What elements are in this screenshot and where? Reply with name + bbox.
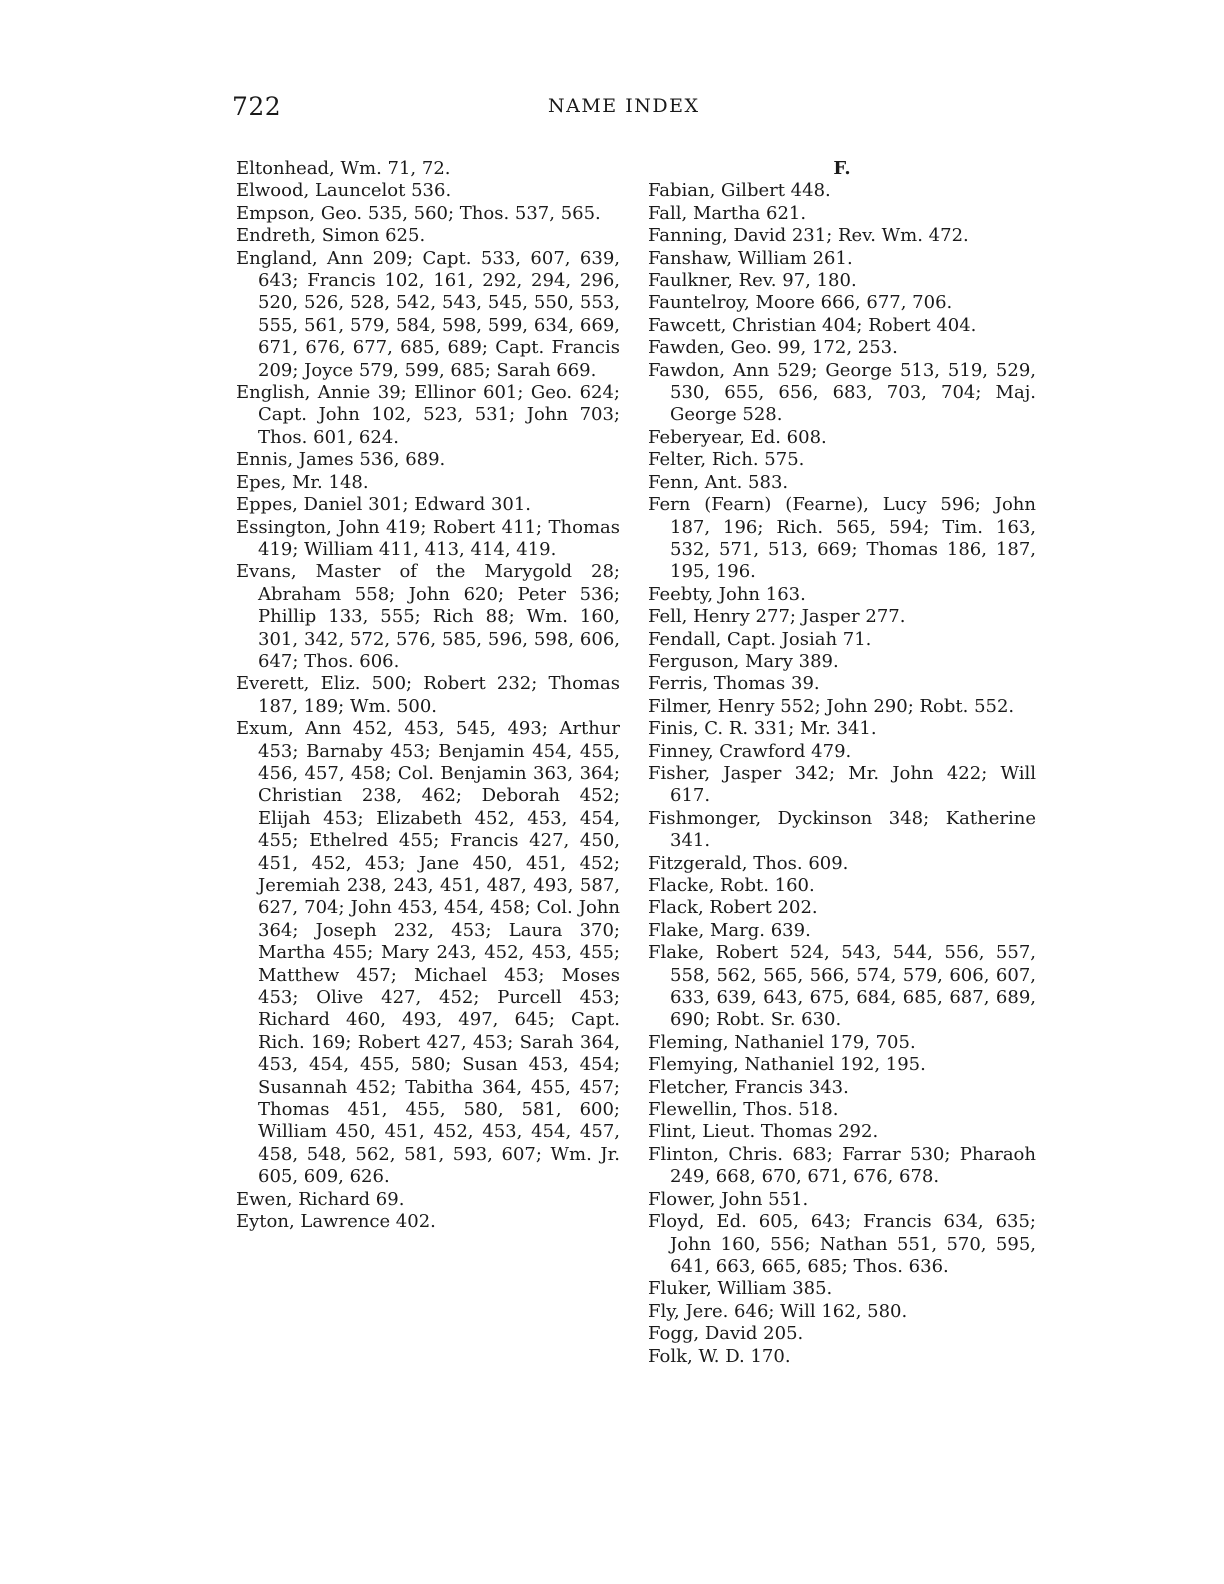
- index-entry-ferguson: Ferguson, Mary 389.: [648, 650, 839, 672]
- index-entry-flake-marg: Flake, Marg. 639.: [648, 919, 811, 941]
- index-entry-epes: Epes, Mr. 148.: [236, 471, 369, 493]
- index-entry-fly: Fly, Jere. 646; Will 162, 580.: [648, 1300, 908, 1322]
- index-entry-essington: Essington, John 419; Robert 411; Thomas 419; William 411, 413, 414, 419.: [236, 516, 620, 560]
- index-entry-flower: Flower, John 551.: [648, 1188, 809, 1210]
- index-entry-flake-robert: Flake, Robert 524, 543, 544, 556, 557, 558, 562, 565, 566, 574, 579, 606, 607, 633, 639, 643, 675, 684, 685, 687, 689, 690; Robt. Sr. 630.: [648, 942, 1036, 1031]
- section-letter-heading: F.: [833, 158, 851, 179]
- index-entry-fawcett: Fawcett, Christian 404; Robert 404.: [648, 314, 977, 336]
- index-entry-empson: Empson, Geo. 535, 560; Thos. 537, 565.: [236, 202, 601, 224]
- index-entry-fanshaw: Fanshaw, William 261.: [648, 247, 853, 269]
- index-entry-evans: Evans, Master of the Marygold 28; Abraham 558; John 620; Peter 536; Phillip 133, 555; Rich 88; Wm. 160, 301, 342, 572, 576, 585, 596, 598, 606, 647; Thos. 606.: [236, 561, 620, 672]
- index-entry-filmer: Filmer, Henry 552; John 290; Robt. 552.: [648, 695, 1015, 717]
- index-entry-ewen: Ewen, Richard 69.: [236, 1188, 405, 1210]
- index-entry-everett: Everett, Eliz. 500; Robert 232; Thomas 187, 189; Wm. 500.: [236, 673, 620, 717]
- index-entry-ferris: Ferris, Thomas 39.: [648, 673, 820, 695]
- index-entry-eltonhead: Eltonhead, Wm. 71, 72.: [236, 158, 451, 179]
- index-entry-faulkner: Faulkner, Rev. 97, 180.: [648, 270, 857, 292]
- index-entry-ennis: Ennis, James 536, 689.: [236, 449, 446, 471]
- index-entry-fern: Fern (Fearn) (Fearne), Lucy 596; John 187, 196; Rich. 565, 594; Tim. 163, 532, 571, 513, 669; Thomas 186, 187, 195, 196.: [648, 494, 1036, 583]
- index-entry-england: England, Ann 209; Capt. 533, 607, 639, 643; Francis 102, 161, 292, 294, 296, 520, 526, 528, 542, 543, 545, 550, 553, 555, 561, 579, 584, 598, 599, 634, 669, 671, 676, 677, 685, 689; Capt. Francis 209; Joyce 579, 599, 685; Sarah 669.: [236, 247, 620, 381]
- index-entry-fenn: Fenn, Ant. 583.: [648, 471, 789, 493]
- index-entry-finney: Finney, Crawford 479.: [648, 740, 852, 762]
- index-entry-eppes: Eppes, Daniel 301; Edward 301.: [236, 494, 532, 516]
- index-entry-fabian: Fabian, Gilbert 448.: [648, 180, 831, 202]
- index-entry-endreth: Endreth, Simon 625.: [236, 225, 426, 247]
- index-entry-folk: Folk, W. D. 170.: [648, 1345, 791, 1367]
- index-entry-exum: Exum, Ann 452, 453, 545, 493; Arthur 453; Barnaby 453; Benjamin 454, 455, 456, 457, 458; Col. Benjamin 363, 364; Christian 238, 462; Deborah 452; Elijah 453; Elizabeth 452, 453, 454, 455; Ethelred 455; Francis 427, 450, 451, 452, 453; Jane 450, 451, 452; Jeremiah 238, 243, 451, 487, 493, 587, 627, 704; John 453, 454, 458; Col. John 364; Joseph 232, 453; Laura 370; Martha 455; Mary 243, 452, 453, 455; Matthew 457; Michael 453; Moses 453; Olive 427, 452; Purcell 453; Richard 460, 493, 497, 645; Capt. Rich. 169; Robert 427, 453; Sarah 364, 453, 454, 455, 580; Susan 453, 454; Susannah 452; Tabitha 364, 455, 457; Thomas 451, 455, 580, 581, 600; William 450, 451, 452, 453, 454, 457, 458, 548, 562, 581, 593, 607; Wm. Jr. 605, 609, 626.: [236, 718, 620, 1188]
- index-entry-floyd: Floyd, Ed. 605, 643; Francis 634, 635; John 160, 556; Nathan 551, 570, 595, 641, 663, 665, 685; Thos. 636.: [648, 1211, 1036, 1277]
- index-entry-flint: Flint, Lieut. Thomas 292.: [648, 1121, 879, 1143]
- index-entry-flewellin: Flewellin, Thos. 518.: [648, 1099, 839, 1121]
- index-entry-fleming: Fleming, Nathaniel 179, 705.: [648, 1031, 916, 1053]
- index-entry-fogg: Fogg, David 205.: [648, 1323, 804, 1345]
- index-entry-elwood: Elwood, Launcelot 536.: [236, 180, 452, 202]
- index-column-right: [648, 158, 1036, 1368]
- index-entry-flemying: Flemying, Nathaniel 192, 195.: [648, 1054, 926, 1076]
- index-entry-felter: Felter, Rich. 575.: [648, 449, 805, 471]
- index-entry-fletcher: Fletcher, Francis 343.: [648, 1076, 849, 1098]
- index-entry-fawden: Fawden, Geo. 99, 172, 253.: [648, 337, 898, 359]
- index-entry-flinton: Flinton, Chris. 683; Farrar 530; Pharaoh 249, 668, 670, 671, 676, 678.: [648, 1143, 1036, 1188]
- index-entry-fendall: Fendall, Capt. Josiah 71.: [648, 628, 872, 650]
- page-number: 722: [232, 92, 282, 121]
- index-entry-fawdon: Fawdon, Ann 529; George 513, 519, 529, 530, 655, 656, 683, 703, 704; Maj. George 528.: [648, 359, 1036, 426]
- index-entry-english: English, Annie 39; Ellinor 601; Geo. 624; Capt. John 102, 523, 531; John 703; Thos. 601, 624.: [236, 382, 620, 448]
- index-entry-fall: Fall, Martha 621.: [648, 202, 807, 224]
- index-entry-flacke: Flacke, Robt. 160.: [648, 875, 815, 896]
- index-entry-flack: Flack, Robert 202.: [648, 897, 818, 919]
- index-entry-fisher: Fisher, Jasper 342; Mr. John 422; Will 617.: [648, 762, 1036, 807]
- index-entry-finis: Finis, C. R. 331; Mr. 341.: [648, 718, 877, 740]
- index-entry-fishmonger: Fishmonger, Dyckinson 348; Katherine 341.: [648, 807, 1036, 852]
- index-entry-feberyear: Feberyear, Ed. 608.: [648, 426, 827, 448]
- index-entry-feebty: Feebty, John 163.: [648, 583, 806, 605]
- index-entry-fitzgerald: Fitzgerald, Thos. 609.: [648, 852, 849, 874]
- index-entry-fauntelroy: Fauntelroy, Moore 666, 677, 706.: [648, 292, 953, 314]
- index-entry-fanning: Fanning, David 231; Rev. Wm. 472.: [648, 225, 969, 247]
- index-column-left: [236, 158, 620, 1234]
- index-entry-fell: Fell, Henry 277; Jasper 277.: [648, 606, 906, 628]
- running-head-title: NAME INDEX: [548, 95, 700, 117]
- index-entry-fluker: Fluker, William 385.: [648, 1278, 833, 1300]
- index-entry-eyton: Eyton, Lawrence 402.: [236, 1211, 436, 1233]
